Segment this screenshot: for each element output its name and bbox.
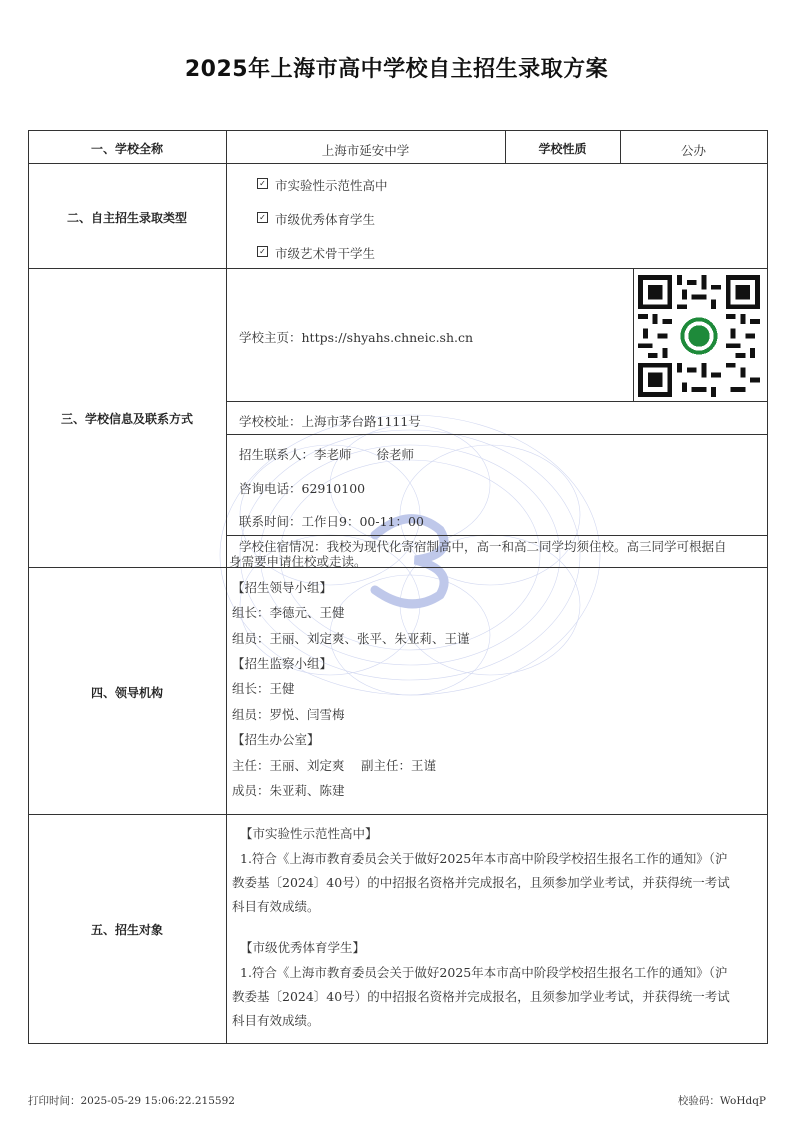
target-line: 教委基〔2024〕40号）的中招报名资格并完成报名，且须参加学业考试，并获得统一考试	[232, 875, 730, 890]
label-admission-types: 二、自主招生录取类型	[66, 211, 187, 225]
target-line: 科目有效成绩。	[232, 899, 320, 914]
admission-type-item: 市级艺术骨干学生	[275, 246, 376, 261]
label-admission-targets: 五、招生对象	[90, 923, 163, 937]
school-nature-value: 公办	[680, 143, 706, 158]
checkbox-icon: ✓	[257, 246, 268, 257]
target-line: 教委基〔2024〕40号）的中招报名资格并完成报名，且须参加学业考试，并获得统一考试	[232, 989, 730, 1004]
admission-type-item: 市级优秀体育学生	[275, 212, 376, 227]
target-heading: 【市级优秀体育学生】	[240, 940, 366, 955]
checkbox-icon: ✓	[257, 212, 268, 223]
target-line: 1.符合《上海市教育委员会关于做好2025年本市高中阶段学校招生报名工作的通知》（沪	[240, 965, 728, 980]
school-name-value: 上海市延安中学	[321, 143, 410, 158]
leadership-line: 【招生办公室】	[232, 732, 320, 747]
page-title: 2025年上海市高中学校自主招生录取方案	[184, 57, 609, 82]
qr-code-icon	[638, 275, 760, 397]
school-address: 学校校址：上海市茅台路1111号	[239, 414, 421, 429]
leadership-line: 组长：王健	[232, 681, 295, 696]
verify-code: 校验码：WoHdqP	[677, 1095, 766, 1107]
admission-type-item: 市实验性示范性高中	[275, 178, 388, 193]
leadership-line: 组员：王丽、刘定爽、张平、朱亚莉、王谨	[232, 631, 470, 646]
leadership-line: 组员：罗悦、闫雪梅	[232, 707, 345, 722]
target-line: 科目有效成绩。	[232, 1013, 320, 1028]
print-time: 打印时间：2025-05-29 15:06:22.215592	[28, 1095, 235, 1107]
contact-hours: 联系时间：工作日9：00-11：00	[239, 514, 424, 529]
label-school-nature: 学校性质	[538, 142, 587, 156]
leadership-line: 组长：李德元、王健	[232, 605, 345, 620]
school-homepage: 学校主页：https://shyahs.chneic.sh.cn	[239, 330, 474, 345]
target-heading: 【市实验性示范性高中】	[240, 826, 378, 841]
admission-contacts: 招生联系人：李老师 徐老师	[239, 447, 415, 462]
boarding-info-line-1: 学校住宿情况：我校为现代化寄宿制高中，高一和高二同学均须住校。高三同学可根据自	[239, 539, 727, 554]
target-line: 1.符合《上海市教育委员会关于做好2025年本市高中阶段学校招生报名工作的通知》（沪	[240, 851, 728, 866]
consult-phone: 咨询电话：62910100	[239, 481, 366, 496]
label-school-name: 一、学校全称	[90, 142, 163, 156]
label-school-info: 三、学校信息及联系方式	[60, 412, 193, 426]
label-leadership: 四、领导机构	[90, 686, 163, 700]
checkbox-icon: ✓	[257, 178, 268, 189]
leadership-line: 成员：朱亚莉、陈建	[232, 783, 345, 798]
leadership-line: 【招生领导小组】	[232, 580, 333, 595]
boarding-info-line-2: 身需要申请住校或走读。	[229, 554, 367, 569]
leadership-line: 【招生监察小组】	[232, 656, 333, 671]
leadership-line: 主任：王丽、刘定爽 副主任：王谨	[232, 758, 436, 773]
